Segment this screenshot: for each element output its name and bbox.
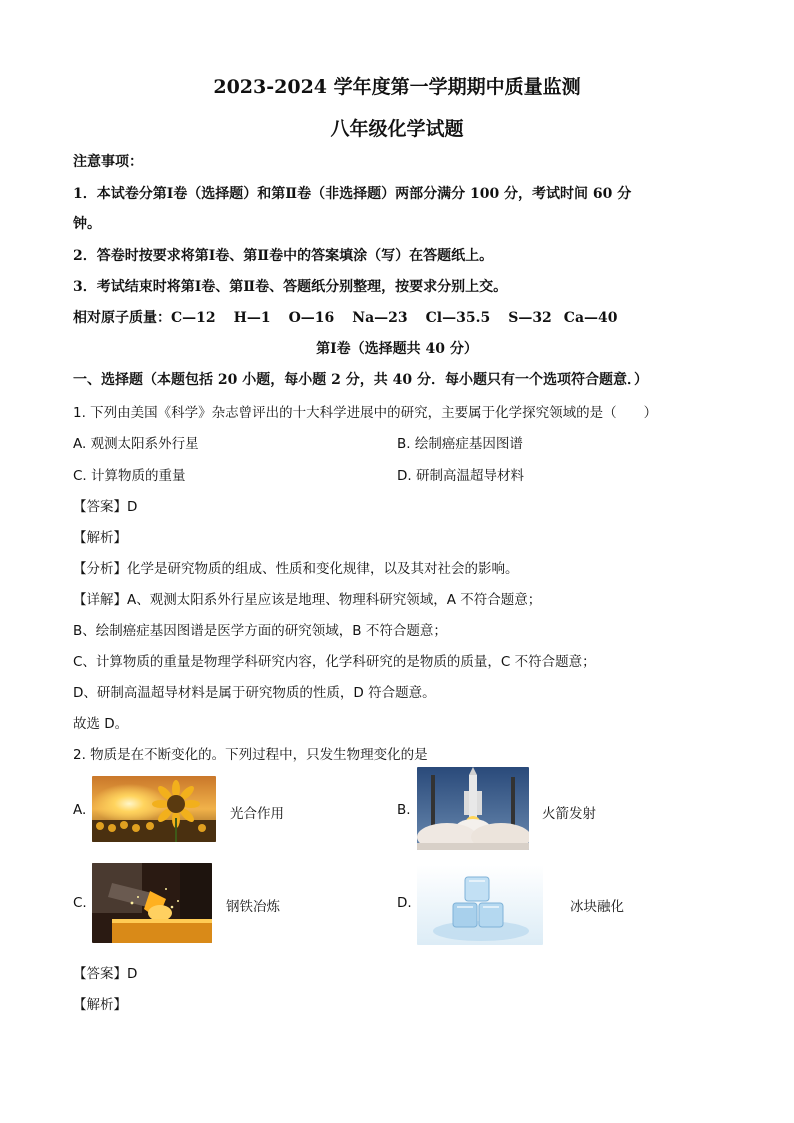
sunflower-photo-icon xyxy=(92,776,216,842)
atomic-mass-item: C—12 xyxy=(171,310,216,326)
q1-option-d: D. 研制高温超导材料 xyxy=(397,468,524,484)
q2-option-d-letter: D. xyxy=(397,895,412,911)
notice-item-1: 1．本试卷分第Ⅰ卷（选择题）和第Ⅱ卷（非选择题）两部分满分 100 分，考试时间 60 分 xyxy=(73,186,632,202)
q2-option-c-letter: C. xyxy=(73,895,87,911)
q1-stem: 1. 下列由美国《科学》杂志曾评出的十大科学进展中的研究，主要属于化学探究领域的是（ ） xyxy=(73,405,658,421)
atomic-mass-row xyxy=(73,307,618,327)
q1-explain-b: B、绘制癌症基因图谱是医学方面的研究领域，B 不符合题意； xyxy=(73,623,447,639)
q1-conclusion: 故选 D。 xyxy=(73,716,129,732)
q2-answer: 【答案】D xyxy=(73,966,138,982)
atomic-mass-item: Ca—40 xyxy=(563,310,618,326)
part1-title: 第Ⅰ卷（选择题共 40 分） xyxy=(316,341,478,357)
q1-xiangjie: 【详解】A、观测太阳系外行星应该是地理、物理科研究领域，A 不符合题意； xyxy=(73,592,542,608)
q2-option-d-text: 冰块融化 xyxy=(570,899,624,915)
q1-fenxi: 【分析】化学是研究物质的组成、性质和变化规律，以及其对社会的影响。 xyxy=(73,561,519,577)
atomic-mass-label: 相对原子质量： xyxy=(73,310,171,326)
q2-option-a-text: 光合作用 xyxy=(230,806,284,822)
q2-stem: 2. 物质是在不断变化的。下列过程中，只发生物理变化的是 xyxy=(73,747,428,763)
q2-analysis-label: 【解析】 xyxy=(73,997,127,1013)
atomic-mass-item: Na—23 xyxy=(352,310,408,326)
atomic-mass-item: O—16 xyxy=(288,310,335,326)
atomic-mass-item: S—32 xyxy=(508,310,552,326)
q2-option-b-letter: B. xyxy=(397,802,411,818)
q1-answer: 【答案】D xyxy=(73,499,138,515)
rocket-launch-photo-icon xyxy=(417,767,529,850)
atomic-mass-item: Cl—35.5 xyxy=(425,310,491,326)
notice-item-1-cont: 钟。 xyxy=(73,216,101,232)
atomic-mass-item: H—1 xyxy=(233,310,271,326)
q2-option-a-letter: A. xyxy=(73,802,87,818)
q1-option-c: C. 计算物质的重量 xyxy=(73,468,186,484)
steel-smelting-photo-icon xyxy=(92,863,212,943)
page-title: 2023-2024 学年度第一学期期中质量监测 xyxy=(213,76,581,98)
q1-option-a: A. 观测太阳系外行星 xyxy=(73,436,199,452)
q1-explain-c: C、计算物质的重量是物理学科研究内容，化学科研究的是物质的质量，C 不符合题意； xyxy=(73,654,596,670)
section-heading: 一、选择题（本题包括 20 小题，每小题 2 分，共 40 分．每小题只有一个选项符合题意．） xyxy=(73,372,648,388)
notice-item-2: 2．答卷时按要求将第Ⅰ卷、第Ⅱ卷中的答案填涂（写）在答题纸上。 xyxy=(73,248,494,264)
q2-option-b-text: 火箭发射 xyxy=(542,806,596,822)
page-subtitle: 八年级化学试题 xyxy=(330,118,464,140)
q1-analysis-label: 【解析】 xyxy=(73,530,127,546)
q1-option-b: B. 绘制癌症基因图谱 xyxy=(397,436,523,452)
ice-cubes-photo-icon xyxy=(417,865,543,945)
q2-option-c-text: 钢铁冶炼 xyxy=(226,899,280,915)
q1-explain-d: D、研制高温超导材料是属于研究物质的性质，D 符合题意。 xyxy=(73,685,436,701)
notice-heading: 注意事项： xyxy=(73,154,143,170)
notice-item-3: 3．考试结束时将第Ⅰ卷、第Ⅱ卷、答题纸分别整理，按要求分别上交。 xyxy=(73,279,508,295)
